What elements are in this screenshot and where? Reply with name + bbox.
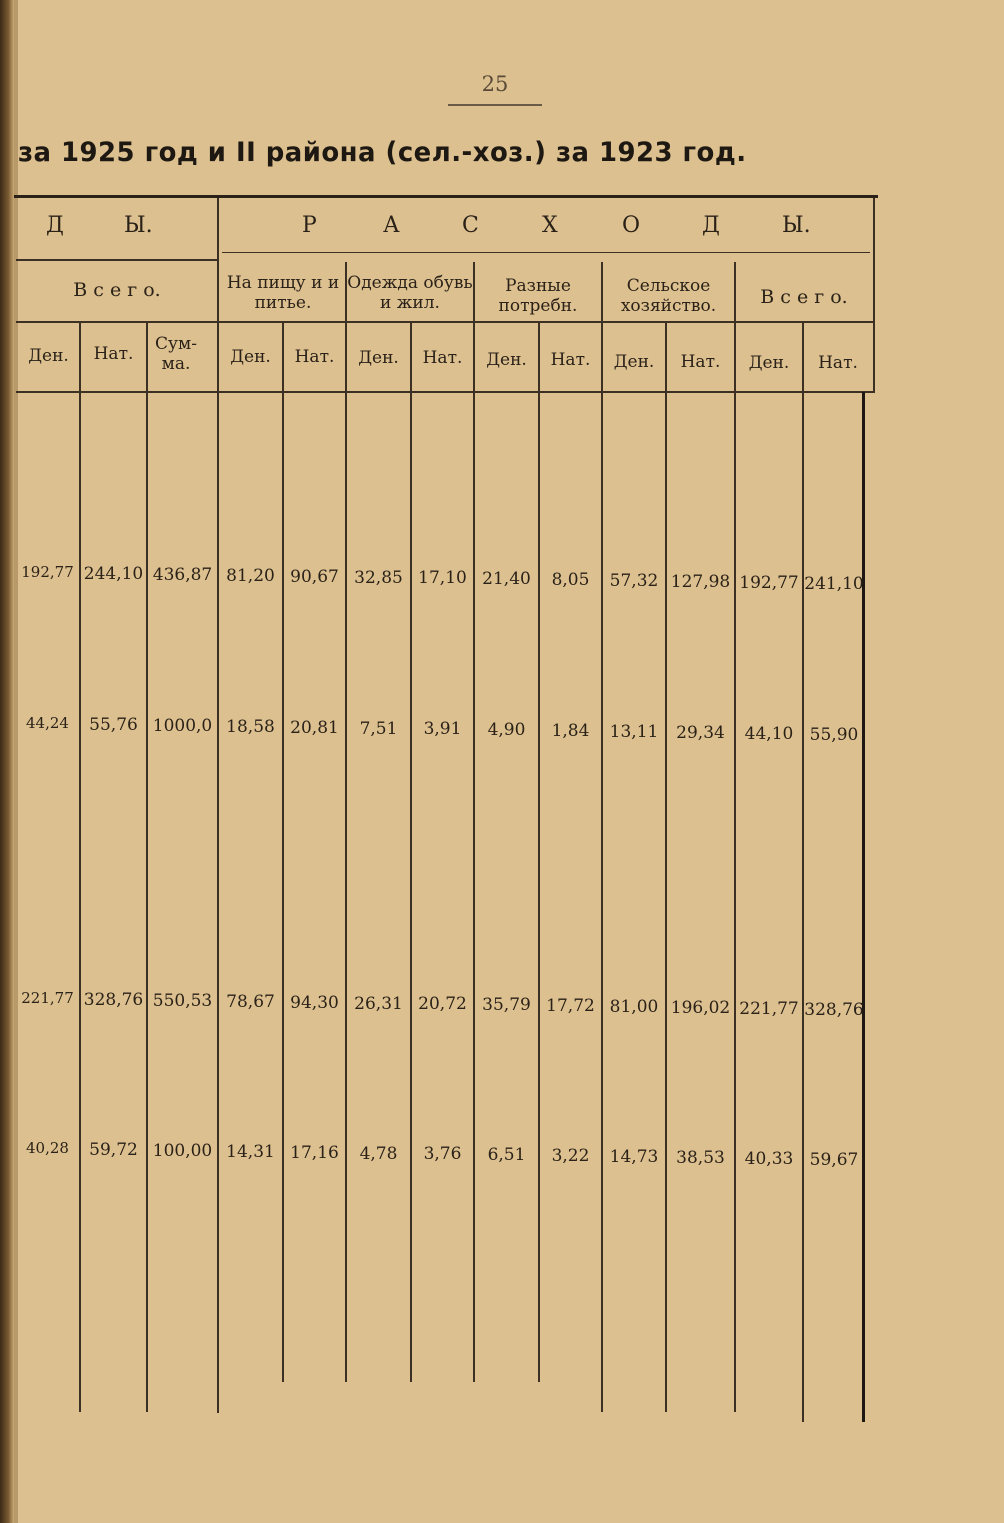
header-agriculture: Сельское хозяйство. [620,276,717,316]
col-line-right [862,392,865,1422]
table-cell: 21,40 [482,569,531,590]
table-cell: 81,00 [609,997,659,1018]
subheader: Ден. [230,347,271,367]
col-line [538,322,540,1382]
table-cell: 38,53 [676,1148,725,1168]
subheader: Сум-ма. [155,334,197,374]
table-cell: 3,76 [423,1144,462,1165]
table-cell: 221,77 [21,989,74,1007]
header-income-total: В с е г о. [73,279,161,301]
table-cell: 20,72 [418,994,467,1015]
table-cell: 59,72 [89,1139,138,1160]
group-expense-letter: Р [302,213,317,238]
subheader: Ден. [613,352,655,372]
subheader: Ден. [486,350,527,370]
subheader: Нат. [294,347,335,367]
col-line [802,322,804,1422]
table-cell: 3,91 [423,719,462,740]
table-cell: 17,16 [290,1142,339,1163]
col-line [146,322,148,1412]
group-expense-letter: Ы. [782,213,811,238]
table-cell: 17,10 [418,568,467,589]
rule-right-group [222,252,870,253]
table-cell: 55,76 [89,714,138,735]
table-cell: 4,78 [359,1143,398,1164]
header-expense-total: В с е г о. [760,286,848,308]
table-cell: 100,00 [152,1140,213,1161]
group-expense-letter: А [383,213,400,238]
table-cell: 29,34 [676,723,725,743]
table-cell: 192,77 [739,572,799,593]
table-cell: 4,90 [487,720,526,741]
table-cell: 1,84 [551,721,590,742]
group-expense-letter: Х [542,213,558,238]
table-cell: 18,58 [226,716,275,737]
page-title: за 1925 год и II района (сел.-хоз.) за 1923 год. [18,137,747,168]
subheader: Ден. [358,348,399,368]
subheader: Нат. [680,352,721,372]
group-expense-letter: Д [702,213,720,238]
group-expense-letter: С [462,213,479,238]
table-cell: 13,11 [609,722,659,743]
col-line [282,322,284,1382]
table-cell: 35,79 [482,995,531,1016]
table-cell: 550,53 [152,990,213,1011]
table-cell: 78,67 [226,991,275,1012]
table-cell: 59,67 [809,1149,859,1170]
table-cell: 32,85 [354,567,403,588]
table-cell: 14,73 [609,1147,659,1168]
page-number-rule [448,104,542,106]
table-cell: 94,30 [290,992,339,1013]
col-line [79,322,81,1412]
col-line [665,322,667,1412]
table-cell: 3,22 [551,1146,590,1167]
header-food: На пищу и и питье. [226,273,340,313]
subheader: Ден. [28,346,69,366]
table-cell: 20,81 [290,717,339,738]
table-cell: 90,67 [290,566,339,587]
table-cell: 328,76 [83,989,144,1010]
page-gutter [14,0,18,1523]
group-expense-letter: О [622,213,641,238]
table-cell: 81,20 [226,565,275,586]
table-cell: 44,10 [744,723,794,744]
table-right-edge [873,198,875,393]
table-cell: 57,32 [609,571,659,592]
subheader: Нат. [818,353,858,373]
table-cell: 192,77 [21,563,74,581]
book-spine-edge [0,0,14,1523]
group-income-y: Ы. [124,213,153,238]
table-cell: 127,98 [670,572,731,592]
subheader: Нат. [93,344,134,364]
table-cell: 221,77 [739,998,799,1019]
table-cell: 6,51 [487,1145,526,1166]
table-cell: 7,51 [359,718,398,739]
table-cell: 328,76 [804,999,864,1020]
col-line [345,262,347,1382]
table-cell: 1000,0 [152,715,213,736]
rule-subheaders [16,391,874,393]
rule-categories [16,321,874,323]
table-top-rule [14,195,878,198]
table-cell: 40,33 [744,1148,794,1169]
header-clothing: Одежда обувь и жил. [347,273,473,313]
subheader: Нат. [550,350,591,370]
table-cell: 244,10 [83,563,144,584]
table-cell: 8,05 [551,570,590,591]
table-cell: 26,31 [354,993,403,1014]
col-line [734,262,736,1412]
table-cell: 55,90 [809,724,859,745]
table-cell: 196,02 [670,998,731,1018]
rule-left-group [16,259,218,261]
col-divider-main [217,198,219,1413]
table-cell: 40,28 [26,1139,69,1157]
col-line [601,262,603,1412]
subheader: Ден. [748,353,790,373]
page-number: 25 [481,72,509,96]
col-line [410,322,412,1382]
col-line [473,262,475,1382]
table-cell: 241,10 [804,573,864,594]
subheader: Нат. [422,348,463,368]
table-cell: 14,31 [226,1141,275,1162]
table-cell: 17,72 [546,996,595,1017]
header-misc: Разные потребн. [498,276,578,316]
group-income-d: Д [46,213,64,238]
table-cell: 436,87 [152,564,213,585]
table-cell: 44,24 [26,714,69,732]
